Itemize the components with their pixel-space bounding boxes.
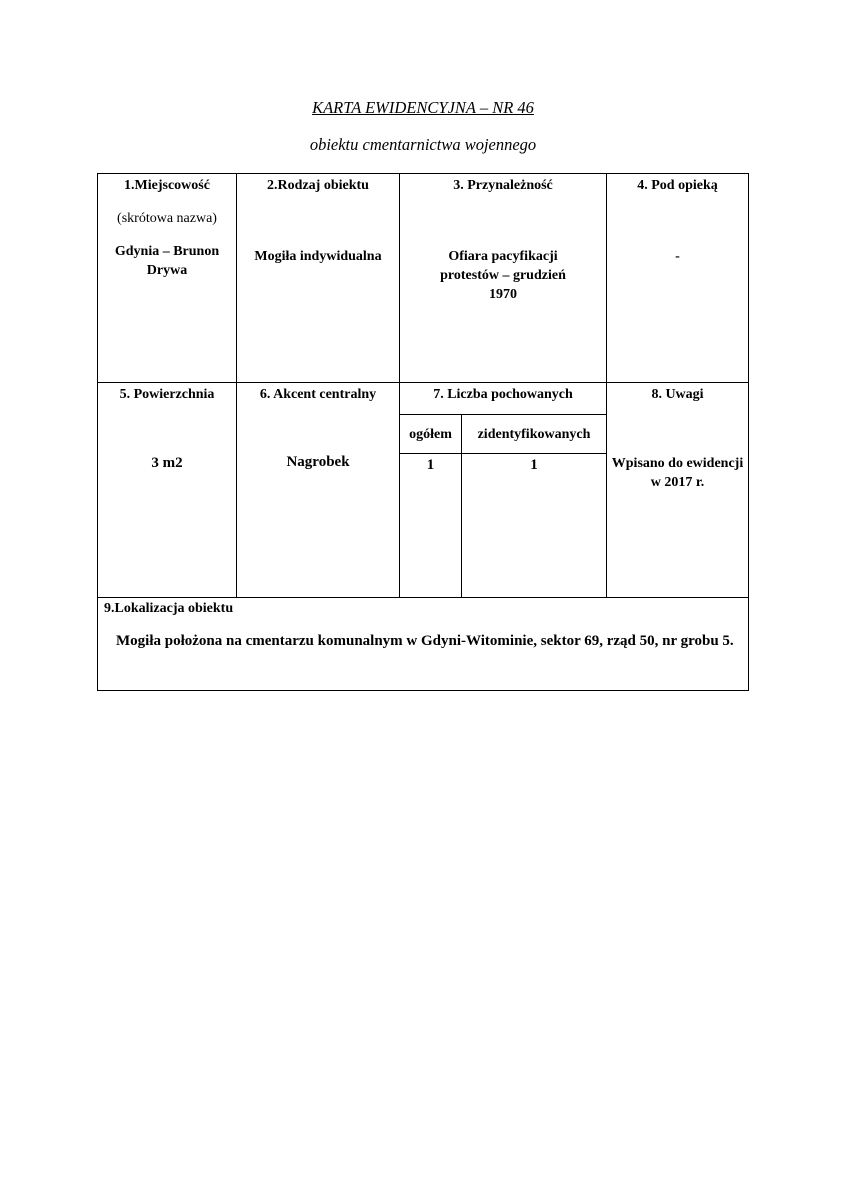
powierzchnia-value: 3 m2 [151, 455, 183, 471]
liczba-cell [400, 383, 607, 415]
uwagi-cell [607, 383, 749, 598]
record-table [97, 173, 749, 691]
table-row [98, 174, 749, 383]
uwagi-label: 8. Uwagi [651, 387, 704, 402]
ogolem-value: 1 [426, 457, 435, 473]
powierzchnia-label: 5. Powierzchnia [119, 387, 215, 402]
zidentyfikowanych-label: zidentyfikowanych [477, 426, 591, 442]
zidentyfikowanych-value-cell [462, 454, 607, 598]
przynaleznosc-cell [400, 174, 607, 383]
akcent-label: 6. Akcent centralny [259, 387, 377, 402]
akcent-cell [237, 383, 400, 598]
liczba-label: 7. Liczba pochowanych [433, 387, 573, 402]
lokalizacja-cell [98, 598, 749, 691]
miejscowosc-value: Gdynia – Brunon Drywa [114, 244, 220, 278]
ogolem-label: ogółem [409, 426, 452, 442]
powierzchnia-cell [98, 383, 237, 598]
przynaleznosc-label: 3. Przynależność [453, 178, 553, 193]
rodzaj-value: Mogiła indywidualna [254, 249, 382, 264]
rodzaj-label: 2.Rodzaj obiektu [267, 178, 369, 193]
opieka-value: - [675, 249, 680, 264]
card-title: KARTA EWIDENCYJNA – NR 46 [312, 98, 534, 117]
zidentyfikowanych-header [462, 415, 607, 454]
akcent-value: Nagrobek [286, 454, 350, 470]
miejscowosc-cell [98, 174, 237, 383]
ogolem-header [400, 415, 462, 454]
miejscowosc-label: 1.Miejscowość [124, 178, 210, 193]
table-row [98, 383, 749, 415]
ogolem-value-cell [400, 454, 462, 598]
zidentyfikowanych-value: 1 [530, 457, 538, 473]
rodzaj-cell [237, 174, 400, 383]
lokalizacja-label: 9.Lokalizacja obiektu [104, 601, 234, 616]
lokalizacja-value: Mogiła położona na cmentarzu komunalnym w Gdyni-Witominie, sektor 69, rząd 50, nr grobu 5. [116, 633, 734, 649]
table-row [98, 598, 749, 691]
przynaleznosc-value: Ofiara pacyfikacji protestów – grudzień 1970 [440, 249, 566, 302]
opieka-cell [607, 174, 749, 383]
uwagi-value: Wpisano do ewidencji w 2017 r. [611, 456, 744, 490]
opieka-label: 4. Pod opieką [637, 178, 718, 193]
miejscowosc-sublabel: (skrótowa nazwa) [117, 211, 217, 226]
card-subtitle: obiektu cmentarnictwa wojennego [309, 135, 537, 154]
